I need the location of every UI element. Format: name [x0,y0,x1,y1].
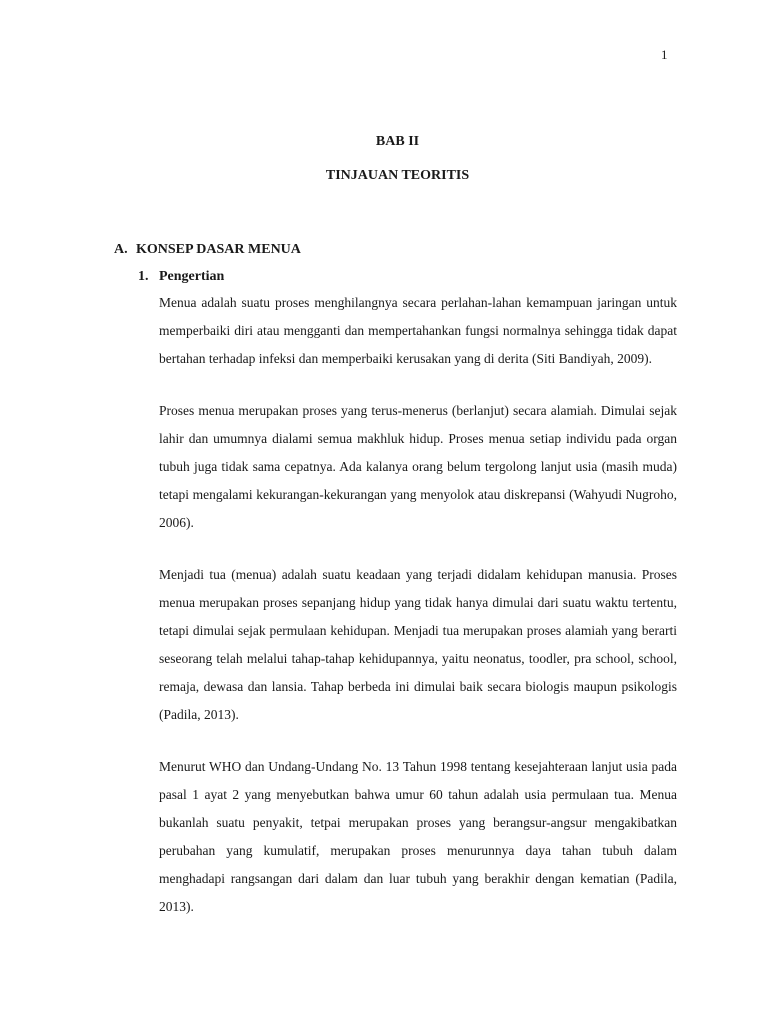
section-marker: A. [114,242,128,257]
subsection-title: Pengertian [159,269,225,284]
paragraph: Menua adalah suatu proses menghilangnya secara perlahan-lahan kemampuan jaringan untuk memperbaiki diri atau mengganti dan mempertahankan fungsi normalnya sehingga tidak dapat bertahan terhadap infeksi dan memperbaiki kerusakan yang di derita (Siti Bandiyah, 2009). [159,295,677,366]
page-number: 1 [661,47,668,62]
body-text [159,289,677,921]
section-title: KONSEP DASAR MENUA [136,242,301,257]
subsection-marker: 1. [138,269,149,284]
chapter-title: TINJAUAN TEORITIS [325,168,470,183]
paragraph: Menjadi tua (menua) adalah suatu keadaan yang terjadi didalam kehidupan manusia. Proses menua merupakan proses sepanjang hidup yang tidak hanya dimulai dari suatu waktu tertentu, tetapi dimulai sejak permulaan kehidupan. Menjadi tua merupakan proses alamiah yang berarti seseorang telah melalui tahap-tahap kehidupannya, yaitu neonatus, toodler, pra school, school, remaja, dewasa dan lansia. Tahap berbeda ini dimulai baik secara biologis maupun psikologis (Padila, 2013). [159,567,677,722]
paragraph: Proses menua merupakan proses yang terus-menerus (berlanjut) secara alamiah. Dimulai sejak lahir dan umumnya dialami semua makhluk hidup. Proses menua setiap individu pada organ tubuh juga tidak sama cepatnya. Ada kalanya orang belum tergolong lanjut usia (masih muda) tetapi mengalami kekurangan-kekurangan yang menyolok atau diskrepansi (Wahyudi Nugroho, 2006). [159,403,677,530]
paragraph: Menurut WHO dan Undang-Undang No. 13 Tahun 1998 tentang kesejahteraan lanjut usia pada pasal 1 ayat 2 yang menyebutkan bahwa umur 60 tahun adalah usia permulaan tua. Menua bukanlah suatu penyakit, tetpai merupakan proses yang berangsur-angsur mengakibatkan perubahan yang kumulatif, merupakan proses menurunnya daya tahan tubuh dalam menghadapi rangsangan dari dalam dan luar tubuh yang berakhir dengan kematian (Padila, 2013). [159,759,677,914]
section-heading [114,241,301,259]
subsection-heading [138,268,224,286]
chapter-label: BAB II [375,134,420,149]
